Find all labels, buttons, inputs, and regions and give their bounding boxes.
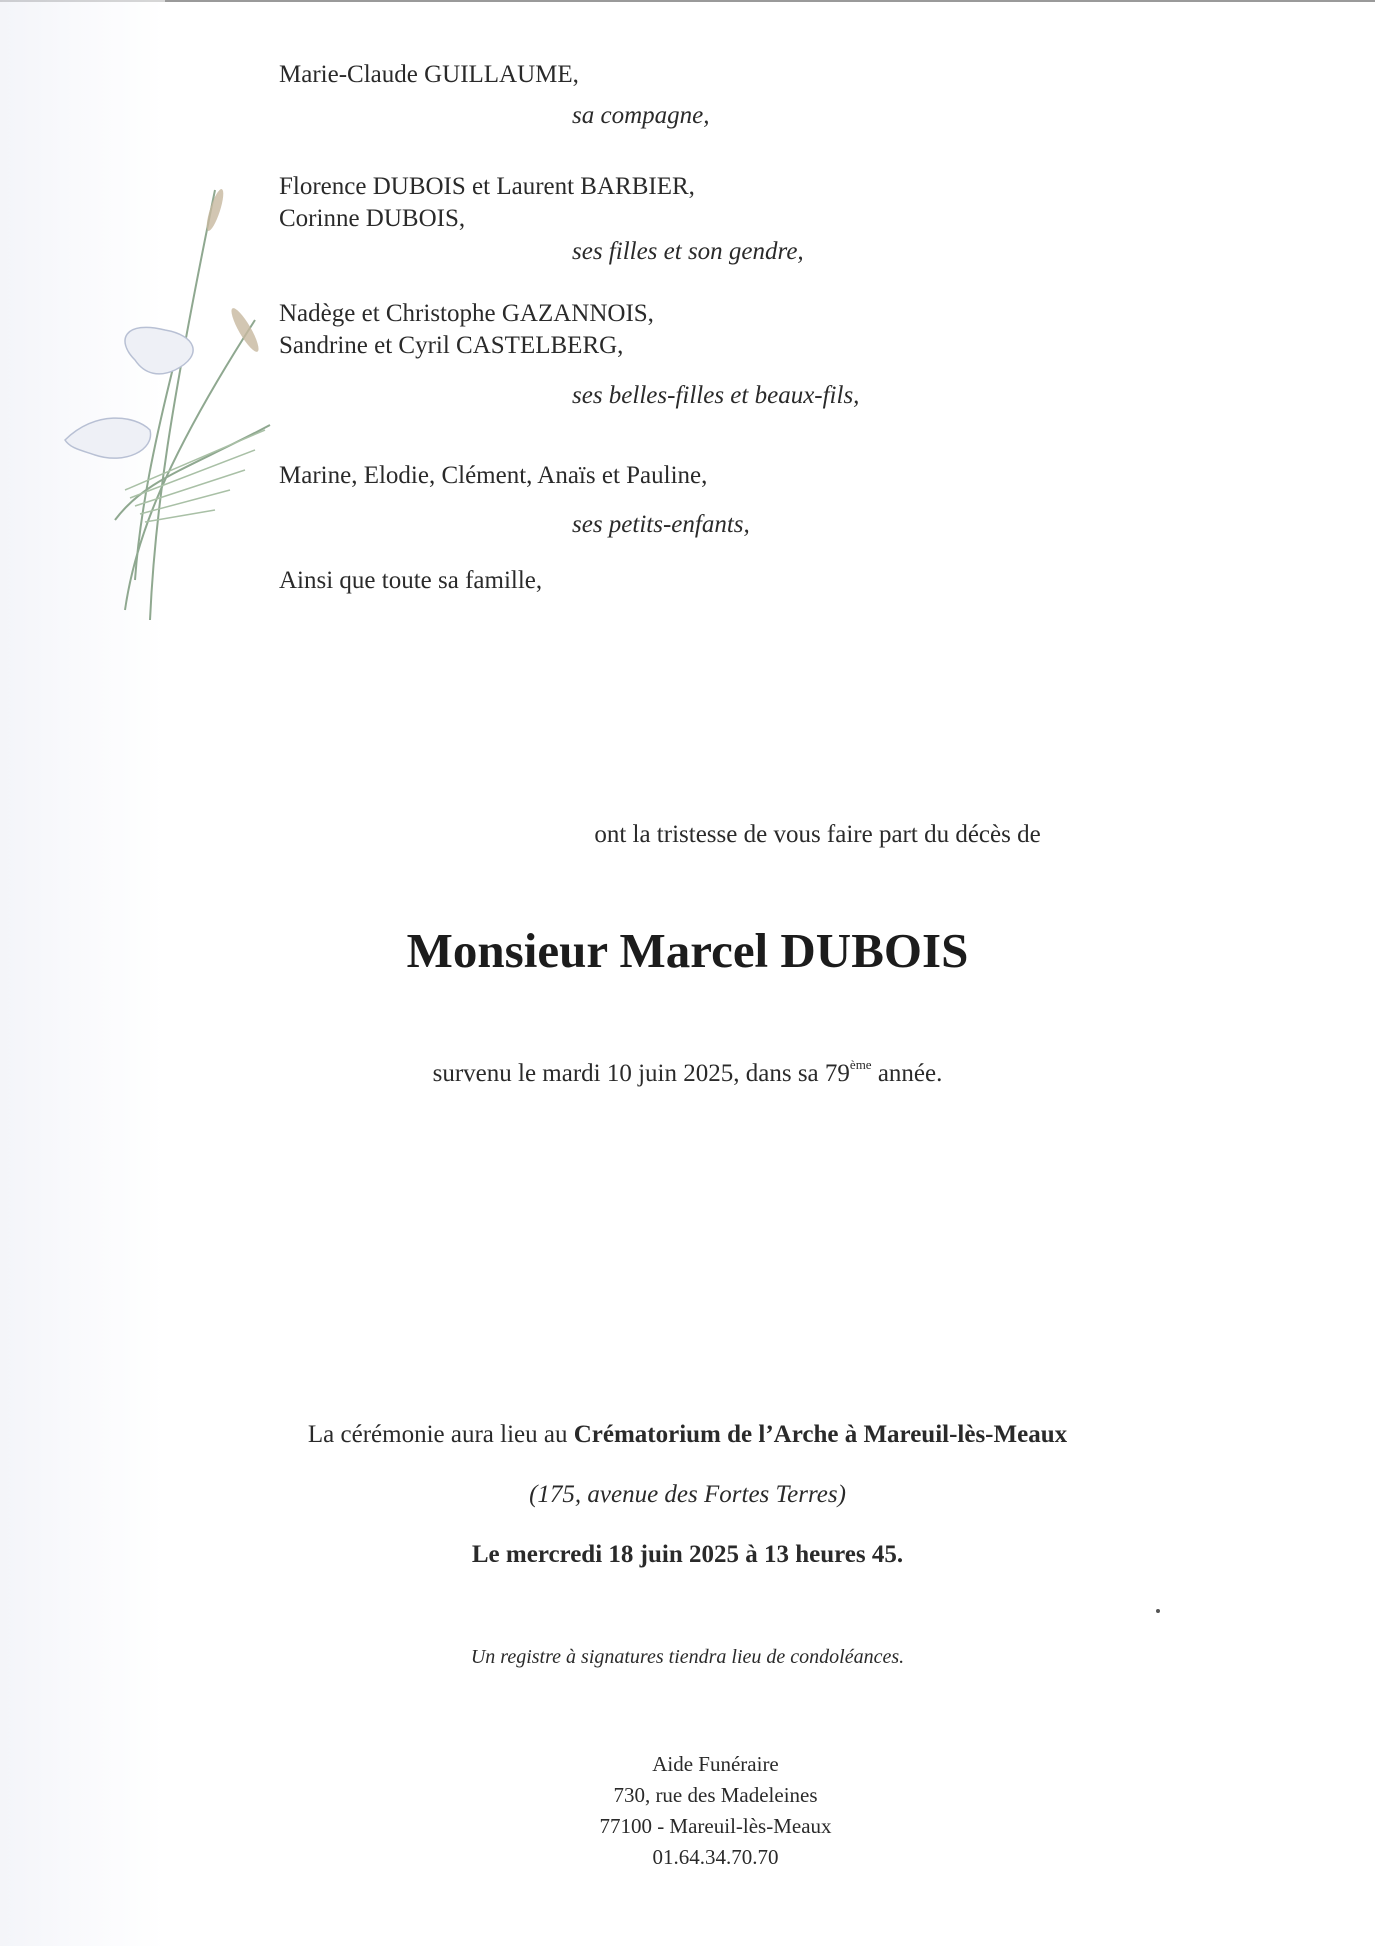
death-info [0,1059,1375,1089]
deceased-name: Monsieur Marcel DUBOIS [406,923,969,978]
page-top-edge [0,0,1375,2]
daughters-line-1: Florence DUBOIS et Laurent BARBIER, [279,173,695,200]
death-info-ordinal: ème [849,1057,872,1072]
companion-name: Marie-Claude GUILLAUME, [279,61,579,88]
funeral-home-phone: 01.64.34.70.70 [652,1845,779,1869]
condolence-note: Un registre à signatures tiendra lieu de condoléances. [470,1646,905,1668]
companion-relation: sa compagne, [572,102,710,129]
grandchildren-line: Marine, Elodie, Clément, Anaïs et Pauline, [279,462,708,489]
death-info-main: survenu le mardi 10 juin 2025, dans sa 79 [432,1060,850,1087]
daughters-relation: ses filles et son gendre, [572,238,804,265]
in-laws-line-1: Nadège et Christophe GAZANNOIS, [279,300,654,327]
scan-speck [1156,1609,1160,1613]
funeral-home-city: 77100 - Mareuil-lès-Meaux [599,1814,832,1838]
ceremony-address: (175, avenue des Fortes Terres) [529,1481,846,1508]
in-laws-line-2: Sandrine et Cyril CASTELBERG, [279,332,624,359]
family-rest: Ainsi que toute sa famille, [279,567,543,594]
funeral-home-street: 730, rue des Madeleines [613,1783,818,1807]
ceremony-intro: La cérémonie aura lieu au [307,1421,574,1448]
daughters-line-2: Corinne DUBOIS, [279,205,466,232]
announcement-intro: ont la tristesse de vous faire part du décès de [594,821,1041,848]
ceremony-place: Crématorium de l’Arche à Mareuil-lès-Meaux [573,1421,1068,1448]
grandchildren-relation: ses petits-enfants, [572,511,750,538]
in-laws-relation: ses belles-filles et beaux-fils, [572,382,860,409]
death-info-end: année. [871,1060,943,1087]
lily-wheat-flower-icon [55,180,285,620]
ceremony-line [0,1420,1375,1450]
funeral-home-name: Aide Funéraire [652,1752,779,1776]
ceremony-datetime: Le mercredi 18 juin 2025 à 13 heures 45. [471,1541,904,1568]
